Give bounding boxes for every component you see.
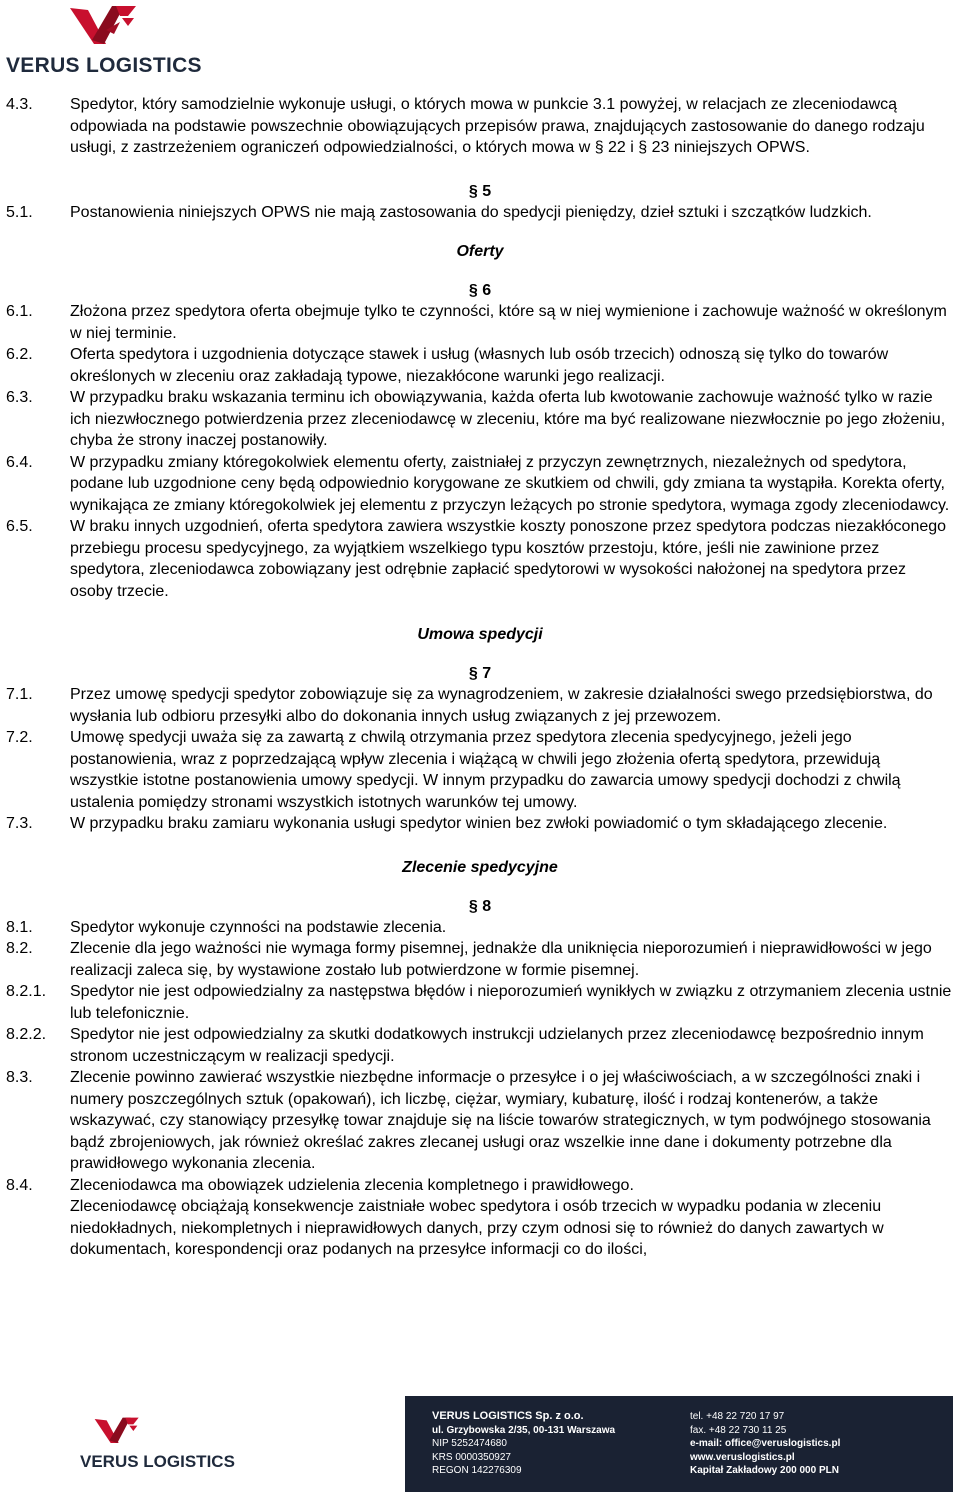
- footer-tel: tel. +48 22 720 17 97: [690, 1411, 785, 1422]
- clause-item: [0, 917, 960, 939]
- clause-text: Zleceniodawca ma obowiązek udzielenia zlecenia kompletnego i prawidłowego.: [70, 1176, 634, 1194]
- clause-number: 6.5.: [6, 518, 33, 535]
- clause-number: 4.3.: [6, 96, 33, 113]
- footer-company-name: VERUS LOGISTICS: [80, 1452, 235, 1471]
- clause-number: 7.3.: [6, 815, 33, 832]
- clause-text: Zleceniodawcę obciążają konsekwencje zaistniałe wobec spedytora i osób trzecich w wypadku podania w zleceniu niedokładnych, niekompletnych i nieprawidłowych danych, przy czym odnosi się to również do danych zawartych w dokumentach, korespondencji oraz podanych na przesyłce informacji co do ilości,: [70, 1198, 884, 1258]
- company-logo: [4, 2, 219, 82]
- clause-item: [0, 727, 960, 813]
- clause-number: 6.1.: [6, 303, 33, 320]
- clause-number: 8.1.: [6, 918, 33, 936]
- clause-text: Spedytor nie jest odpowiedzialny za następstwa błędów i nieporozumień wynikłych w związku z otrzymaniem zlecenia ustnie lub telefonicznie.: [70, 983, 952, 1022]
- footer-company: VERUS LOGISTICS Sp. z o.o.: [432, 1410, 584, 1422]
- clause-item: [0, 938, 960, 981]
- heading-umowa-spedycji: Umowa spedycji: [417, 626, 543, 643]
- clause-number: 5.1.: [6, 203, 33, 221]
- footer-email[interactable]: e-mail: office@veruslogistics.pl: [690, 1438, 841, 1449]
- clause-text: W przypadku braku zamiaru wykonania usługi spedytor winien bez zwłoki powiadomić o tym składającego zlecenie.: [70, 815, 888, 832]
- clause-item: [0, 516, 960, 602]
- heading-oferty: Oferty: [456, 243, 504, 260]
- clause-item: [0, 1067, 960, 1175]
- clause-number: 8.2.1.: [6, 983, 47, 1000]
- clause-text: Zlecenie powinno zawierać wszystkie niezbędne informacje o przesyłce i o jej właściwościach, a w szczególności znaki i numery poszczególnych sztuk (opakowań), ich liczbę, ciężar, wymiary, kubaturę, ilość i rodzaj kontenerów, a także wskazywać, czy stanowiący przesyłkę towar znajduje się na liście towarów strategicznych, w tym podwójnego stosowania bądź zbrojeniowych, jak również określać zakres zlecanej usługi oraz wszelkie inne dane i dokumenty potrzebne dla prawidłowego wykonania zlecenia.: [70, 1069, 931, 1172]
- footer-contact-band: [405, 1396, 953, 1492]
- verus-logo-mark-icon: [66, 2, 144, 50]
- clause-text: Złożona przez spedytora oferta obejmuje tylko te czynności, które są w niej wymienione i zachowuje ważność w określonym w niej terminie.: [70, 303, 947, 342]
- clause-number: 6.2.: [6, 346, 33, 363]
- clause-text: W braku innych uzgodnień, oferta spedytora zawiera wszystkie koszty ponoszone przez spedytora podczas niezakłóconego przebiegu procesu spedycyjnego, za wyjątkiem wszelkiego typu kosztów przestoju, które, jeśli nie zawinione przez spedytora, zleceniodawca zobowiązany jest odrębnie zapłacić spedytorowi w wysokości nałożonej na spedytora przez osoby trzecie.: [70, 518, 947, 600]
- clause-item: [0, 344, 960, 387]
- document-body: [0, 94, 960, 1261]
- clause-number: 6.4.: [6, 453, 33, 471]
- clause-number: 8.2.: [6, 940, 33, 957]
- footer-contact-details: [690, 1410, 840, 1478]
- clause-item: [0, 813, 960, 835]
- footer-www[interactable]: www.veruslogistics.pl: [690, 1451, 795, 1463]
- clause-item: [0, 202, 960, 224]
- clause-text: Oferta spedytora i uzgodnienia dotyczące stawek i usług (własnych lub osób trzecich) odnoszą się tylko do towarów określonych w zleceniu oraz zakładają typowe, niezakłócone warunki jego realizacji.: [70, 346, 889, 385]
- heading-zlecenie-spedycyjne: Zlecenie spedycyjne: [402, 858, 558, 876]
- page-footer: [0, 1392, 960, 1500]
- clause-text: Spedytor wykonuje czynności na podstawie zlecenia.: [70, 918, 447, 936]
- clause-item: [0, 452, 960, 517]
- clause-number: 8.4.: [6, 1176, 33, 1194]
- footer-company-details: [432, 1410, 615, 1478]
- clause-text: Spedytor, który samodzielnie wykonuje usługi, o których mowa w punkcie 3.1 powyżej, w relacjach ze zleceniodawcą odpowiada na podstawie powszechnie obowiązujących przepisów prawa, znajdujących zastosowanie do danego rodzaju usługi, z zastrzeżeniem ograniczeń odpowiedzialności, o których mowa w § 22 i § 23 niniejszych OPWS.: [70, 96, 925, 156]
- clause-item: [0, 387, 960, 452]
- footer-fax: fax. +48 22 730 11 25: [690, 1424, 787, 1436]
- clause-number: 8.2.2.: [6, 1026, 47, 1043]
- clause-number: 7.1.: [6, 686, 33, 703]
- clause-item: [0, 1175, 960, 1261]
- clause-number: 6.3.: [6, 389, 33, 406]
- section-6-title: § 6: [468, 282, 492, 299]
- verus-logo-mark-icon: [92, 1414, 144, 1448]
- clause-item: [0, 301, 960, 344]
- section-5-title: § 5: [468, 182, 492, 200]
- clause-number: 7.2.: [6, 729, 33, 746]
- clause-number: 8.3.: [6, 1069, 33, 1086]
- clause-text: Spedytor nie jest odpowiedzialny za skutki dodatkowych instrukcji udzielanych przez zleceniodawcę bezpośrednio innym stronom uczestniczącym w realizacji spedycji.: [70, 1026, 924, 1065]
- clause-text: Zlecenie dla jego ważności nie wymaga formy pisemnej, jednakże dla uniknięcia nieporozumień i nieprawidłowości w jego realizacji zaleca się, by wystawione zostało lub potwierdzone w formie pisemnej.: [70, 940, 932, 979]
- clause-item: [0, 94, 960, 159]
- clause-item: [0, 981, 960, 1024]
- section-7-title: § 7: [468, 665, 492, 682]
- footer-nip: NIP 5252474680: [432, 1438, 507, 1449]
- clause-text: Umowę spedycji uważa się za zawartą z chwilą otrzymania przez spedytora zlecenia spedycyjnego, jeżeli jego postanowienia, wraz z poprzedzającą wpływ zlecenia i wiążącą w chwili jego złożenia ofertą spedytora, przewidują wszystkie istotne postanowienia umowy spedycji. W innym przypadku do zawarcia umowy spedycji dochodzi z chwilą ustalenia pomiędzy stronami wszystkich istotnych warunków tej umowy.: [70, 729, 901, 811]
- clause-text: W przypadku braku wskazania terminu ich obowiązywania, każda oferta lub kwotowanie zachowuje ważność tylko w razie ich niezwłocznego potwierdzenia przez zleceniodawcę w zleceniu, które ma być realizowane niezwłocznie po jego złożeniu, chyba że strony inaczej postanowiły.: [70, 389, 946, 449]
- clause-item: [0, 684, 960, 727]
- footer-address: ul. Grzybowska 2/35, 00-131 Warszawa: [432, 1424, 616, 1436]
- section-8-title: § 8: [468, 897, 492, 915]
- footer-regon: REGON 142276309: [432, 1465, 522, 1476]
- clause-text: W przypadku zmiany któregokolwiek elementu oferty, zaistniałej z przyczyn zewnętrznych, niezależnych od spedytora, podane lub uzgodnione ceny będą odpowiednio korygowane ze skutkiem od chwili, gdy zmiana ta wystąpiła. Korekta oferty, wynikająca ze zmiany któregokolwiek jej elementu z przyczyn leżących po stronie spedytora, wymaga zgody zleceniodawcy.: [70, 453, 950, 514]
- footer-capital: Kapitał Zakładowy 200 000 PLN: [690, 1465, 839, 1476]
- clause-text: Przez umowę spedycji spedytor zobowiązuje się za wynagrodzeniem, w zakresie działalności swego przedsiębiorstwa, do wysłania lub odbioru przesyłki albo do dokonania innych usług związanych z jej przewozem.: [70, 686, 933, 725]
- company-name: VERUS LOGISTICS: [6, 54, 202, 77]
- clause-item: [0, 1024, 960, 1067]
- footer-krs: KRS 0000350927: [432, 1451, 511, 1463]
- clause-text: Postanowienia niniejszych OPWS nie mają zastosowania do spedycji pieniędzy, dzieł sztuki i szczątków ludzkich.: [70, 203, 872, 221]
